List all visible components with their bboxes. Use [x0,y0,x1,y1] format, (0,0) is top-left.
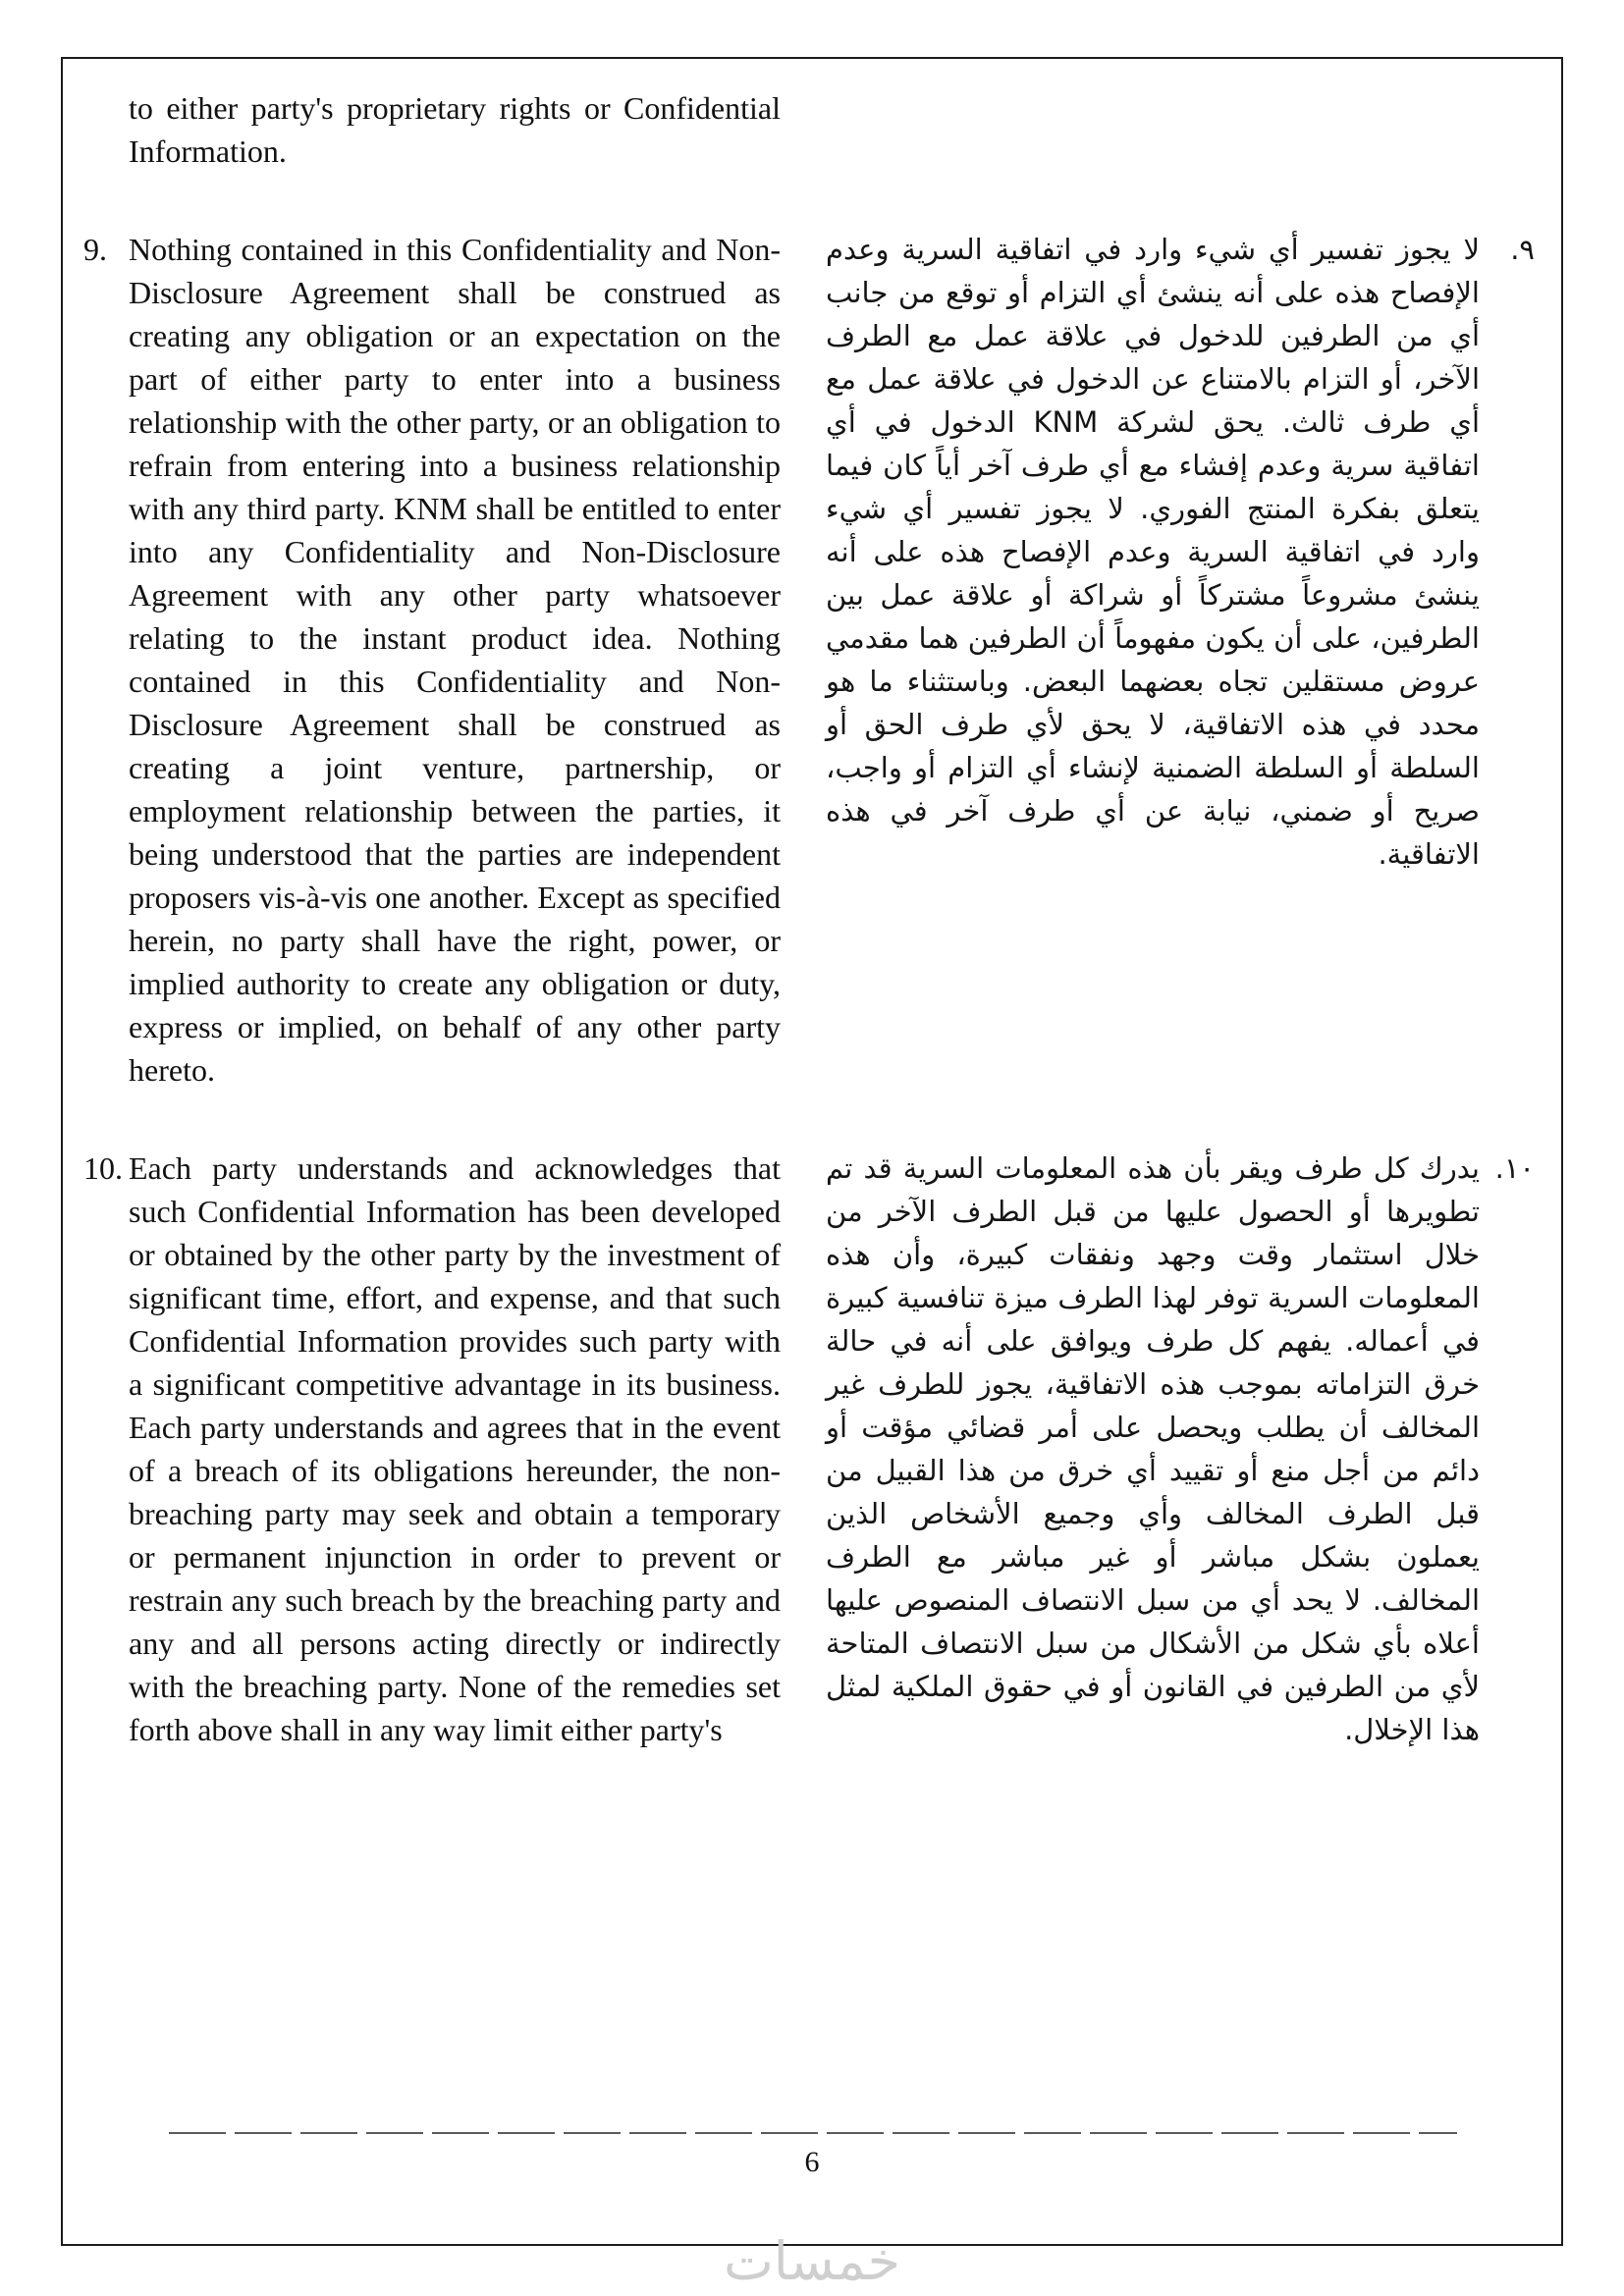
watermark-text: خمسات [723,2230,901,2292]
clause-10-text-english: Each party understands and acknowledges that such Confidential Information has been developed or obtained by the other party by the investment of significant time, effort, and expense, and that such Confidential Information provides such party with a significant competitive advantage in its business. Each party understands and agrees that in the event of a breach of its obligations hereunder, the non-breaching party may seek and obtain a temporary or permanent injunction in order to prevent or restrain any such breach by the breaching party and any and all persons acting directly or indirectly with the breaching party. None of the remedies set forth above shall in any way limit either party's [129,1150,781,1747]
footer-divider-line [169,2132,1457,2134]
clause-10-text-arabic: يدرك كل طرف ويقر بأن هذه المعلومات السرية قد تم تطويرها أو الحصول عليها من قبل الطرف الآخر من خلال استثمار وقت وجهد ونفقات كبيرة، وأن هذه المعلومات السرية توفر لهذا الطرف ميزة تنافسية كبيرة في أعماله. يفهم كل طرف ويوافق على أنه في حالة خرق التزاماته بموجب هذه الاتفاقية، يجوز للطرف غير المخالف أن يطلب ويحصل على أمر قضائي مؤقت أو دائم من أجل منع أو تقييد أي خرق من هذا القبيل من قبل الطرف المخالف وأي وجميع الأشخاص الذين يعملون بشكل مباشر أو غير مباشر مع الطرف المخالف. لا يحد أي من سبل الانتصاف المنصوص عليها أعلاه بأي شكل من الأشكال من سبل الانتصاف المتاحة لأي من الطرفين في القانون أو في حقوق الملكية لمثل هذا الإخلال. [826,1151,1480,1746]
page-number: 6 [804,2146,820,2178]
english-column-continuation [83,86,781,173]
clause-10-arabic [826,1147,1535,1751]
document-body [83,86,1535,1806]
clause-9-number-english: 9. [83,232,107,267]
clause-10-number-arabic: ١٠. [1494,1151,1535,1185]
paragraph-continuation-english: to either party's proprietary rights or Confidential Information. [129,90,781,169]
clause-9-text-arabic: لا يجوز تفسير أي شيء وارد في اتفاقية السرية وعدم الإفصاح هذه على أنه ينشئ أي التزام أو توقع من جانب أي من الطرفين للدخول في علاقة عمل مع الطرف الآخر، أو التزام بالامتناع عن الدخول في علاقة عمل مع أي طرف ثالث. يحق لشركة KNM الدخول في أي اتفاقية سرية وعدم إفشاء مع أي طرف آخر أياً كان فيما يتعلق بفكرة المنتج الفوري. لا يجوز تفسير أي شيء وارد في اتفاقية السرية وعدم الإفصاح هذه على أنه ينشئ مشروعاً مشتركاً أو شراكة أو علاقة عمل بين الطرفين، على أن يكون مفهوماً أن الطرفين هما مقدمي عروض مستقلين تجاه بعضهما البعض. وباستثناء ما هو محدد في هذه الاتفاقية، لا يحق لأي طرف الحق أو السلطة أو السلطة الضمنية لإنشاء أي التزام أو واجب، صريح أو ضمني، نيابة عن أي طرف آخر في هذه الاتفاقية. [826,233,1480,871]
row-clause-9 [83,228,1535,1092]
clause-9-text-english: Nothing contained in this Confidentiality and Non-Disclosure Agreement shall be construed as creating any obligation or an expectation on the part of either party to enter into a business relationship with the other party, or an obligation to refrain from entering into a business relationship with any third party. KNM shall be entitled to enter into any Confidentiality and Non-Disclosure Agreement with any other party whatsoever relating to the instant product idea. Nothing contained in this Confidentiality and Non-Disclosure Agreement shall be construed as creating a joint venture, partnership, or employment relationship between the parties, it being understood that the parties are independent proposers vis-à-vis one another. Except as specified herein, no party shall have the right, power, or implied authority to create any obligation or duty, express or implied, on behalf of any other party hereto. [129,232,781,1088]
clause-10-number-english: 10. [83,1150,123,1186]
row-continuation [83,86,1535,173]
clause-10-english [83,1147,781,1751]
clause-9-arabic [826,228,1535,876]
clause-9-number-arabic: ٩. [1510,233,1535,266]
clause-9-english [83,228,781,1092]
row-clause-10 [83,1147,1535,1751]
